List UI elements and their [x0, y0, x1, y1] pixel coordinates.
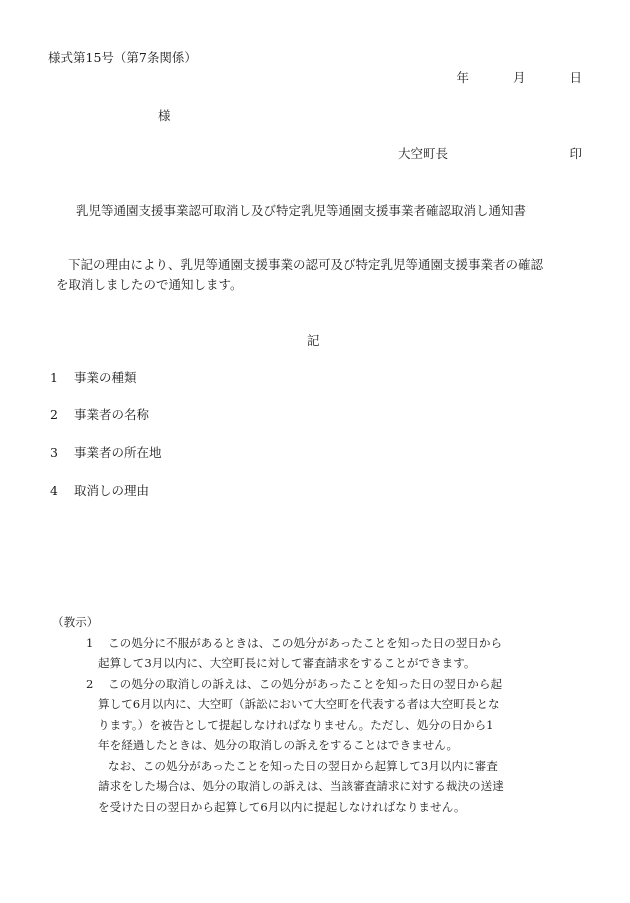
seal-mark: 印 [569, 146, 582, 161]
list-item [50, 368, 137, 386]
notice-item-1-line-2: 起算して3月以内に、大空町長に対して審査請求をすることができます。 [98, 656, 476, 670]
list-item [50, 481, 149, 499]
ki-heading: 記 [307, 333, 320, 348]
item-label: 事業者の名称 [74, 407, 150, 422]
notice-para-line-3: を受けた日の翌日から起算して6月以内に提起しなければなりません。 [98, 799, 466, 814]
notice-item-2-line-2: 算して6月以内に、大空町（訴訟において大空町を代表する者は大空町長とな [98, 697, 500, 711]
date-month: 月 [512, 70, 526, 85]
item-label: 取消しの理由 [74, 483, 150, 498]
notice-item-2-line-1: この処分の取消しの訴えは、この処分があったことを知った日の翌日から起 [108, 676, 503, 691]
notice-item-2-line-3: ります。）を被告として提起しなければなりません。ただし、処分の日から1 [98, 717, 494, 732]
notice-para-line-2: 請求をした場合は、処分の取消しの訴えは、当該審査請求に対する裁決の送達 [98, 779, 504, 793]
body-line-2: を取消しましたので通知します。 [56, 277, 243, 292]
body-text [48, 255, 584, 295]
list-item [50, 443, 162, 461]
notice-item-1 [48, 633, 548, 674]
notice-section [48, 612, 548, 817]
issuer-name: 大空町長 [398, 146, 449, 161]
item-number: 2 [50, 407, 58, 422]
item-number: 3 [50, 445, 58, 460]
addressee: 様 [158, 108, 171, 123]
item-number: 4 [50, 483, 58, 498]
body-line-1: 下記の理由により、乳児等通園支援事業の認可及び特定乳児等通園支援事業者の確認 [68, 257, 544, 272]
form-number: 様式第15号（第7条関係） [48, 50, 197, 65]
date-line [456, 68, 582, 86]
notice-heading: （教示） [52, 615, 99, 629]
item-number: 1 [50, 370, 58, 385]
item-label: 事業の種類 [74, 370, 137, 385]
notice-paragraph [48, 756, 548, 818]
date-year: 年 [456, 70, 469, 85]
date-day: 日 [569, 70, 582, 85]
notice-item-number: 1 [86, 635, 94, 650]
notice-item-2-line-4: 年を経過したときは、処分の取消しの訴えをすることはできません。 [98, 738, 459, 752]
list-item [50, 405, 149, 423]
notice-para-line-1: なお、この処分があったことを知った日の翌日から起算して3月以内に審査 [108, 758, 498, 773]
notice-item-1-line-1: この処分に不服があるときは、この処分があったことを知った日の翌日から [108, 635, 503, 650]
document-title: 乳児等通園支援事業認可取消し及び特定乳児等通園支援事業者確認取消し通知書 [76, 203, 527, 218]
notice-item-2 [48, 674, 548, 756]
item-label: 事業者の所在地 [74, 445, 162, 460]
notice-item-number: 2 [86, 676, 94, 691]
